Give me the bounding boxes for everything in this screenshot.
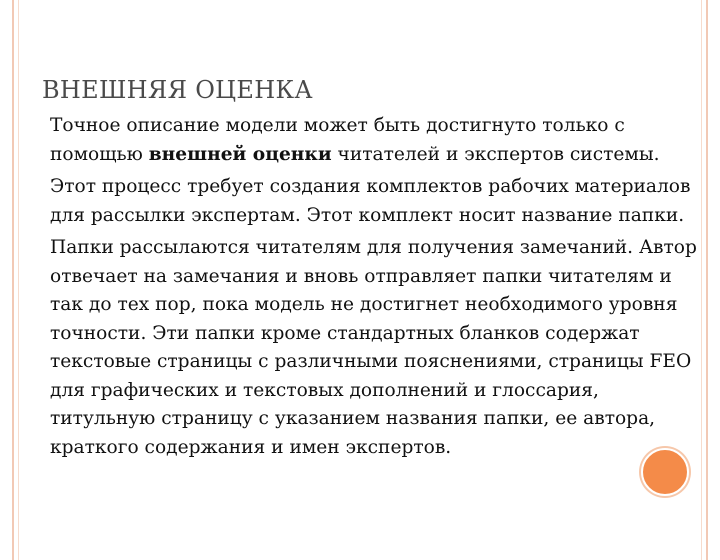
paragraph-external-evaluation [50,112,710,169]
slide-title: ВНЕШНЯЯ ОЦЕНКА [42,76,313,104]
paragraph-folder-distribution: Папки рассылаются читателям для получения замечаний. Автор отвечает на замечания и вновь отправляет папки читателям и так до тех пор, пока модель не достигнет необходимого уровня точности. Эти папки кроме стандартных бланков содержат текстовые страницы с различными пояснениями, страницы FEO для графических и текстовых дополнений и глоссария, титульную страницу с указанием названия папки, ее автора, краткого содержания и имен экспертов. [50,237,697,458]
decorative-circle [641,448,689,496]
paragraph-text-start: Точное описание модели может быть достигнуто только с помощью [50,115,625,165]
paragraph-folder-process: Этот процесс требует создания комплектов рабочих материалов для рассылки экспертам. Этот комплект носит название папки. [50,176,691,226]
paragraph-text-end: читателей и экспертов системы. [331,143,660,165]
bold-term: внешней оценки [148,143,332,165]
slide-body [50,112,710,466]
